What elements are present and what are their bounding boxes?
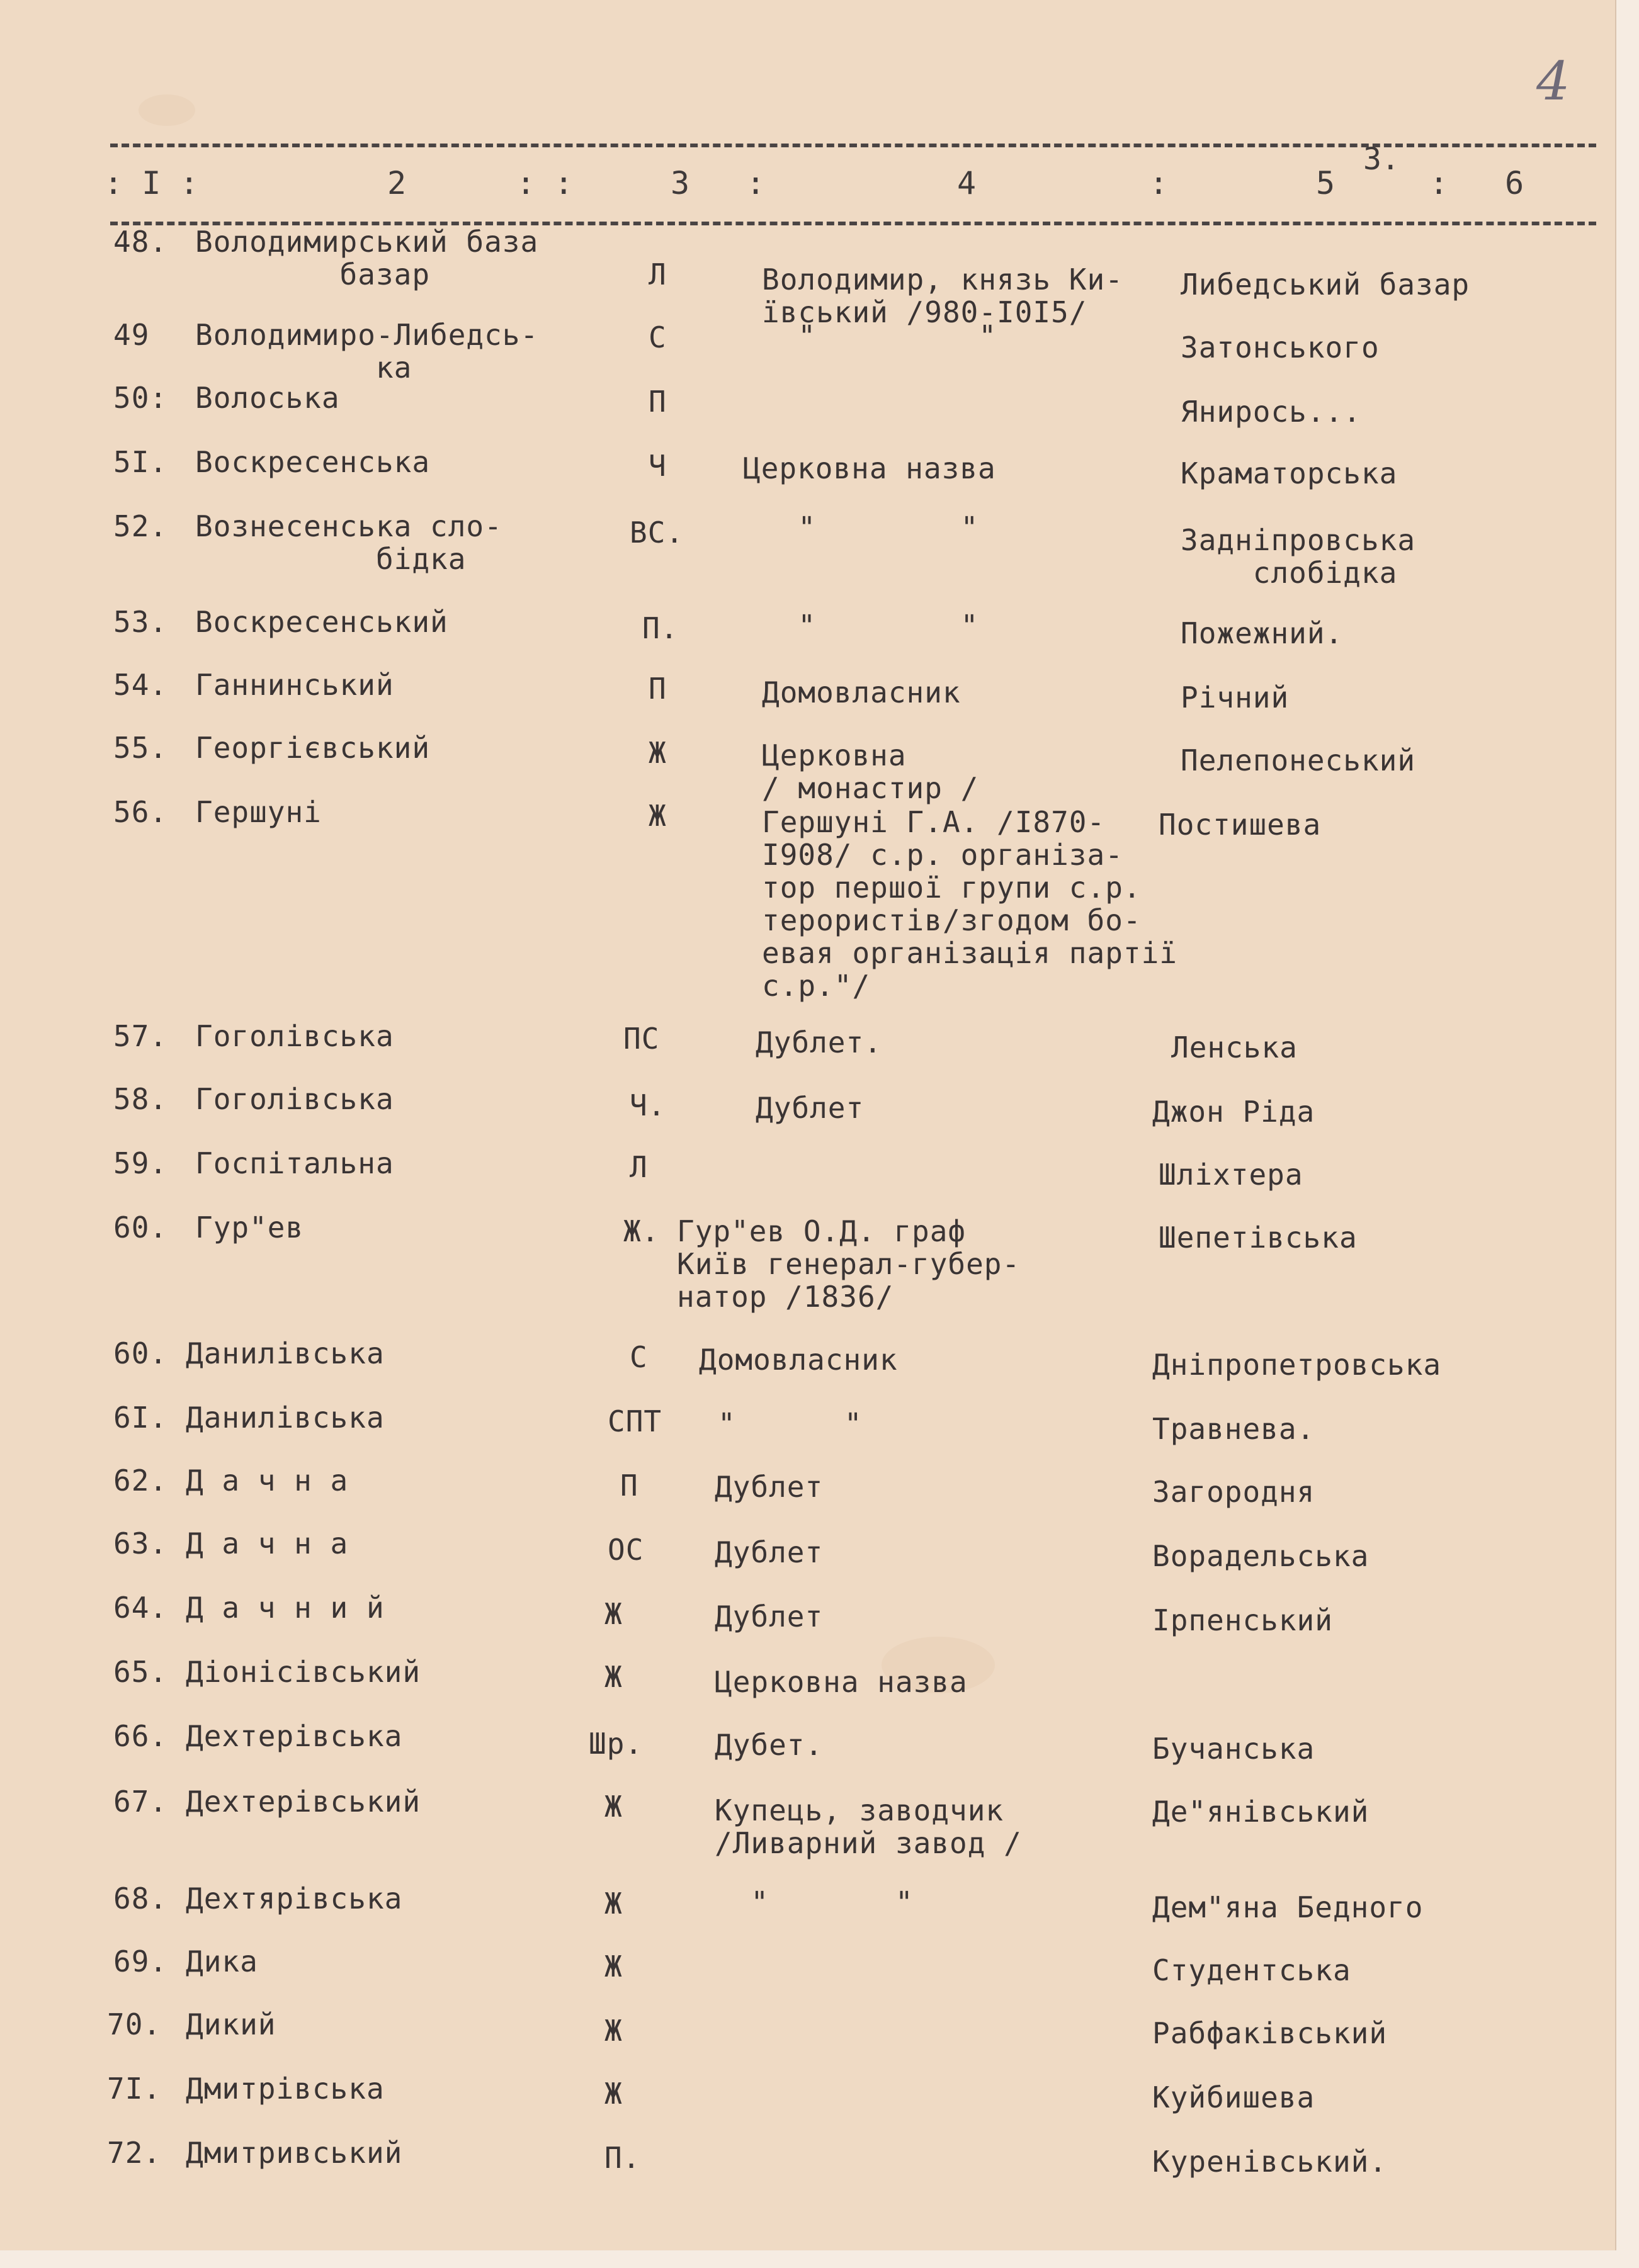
old-street-name: Георгієвський (195, 731, 431, 765)
new-street-name: Постишева (1159, 808, 1322, 842)
street-type: ПС (623, 1022, 660, 1056)
new-street-name: Пожежний. (1181, 616, 1344, 650)
name-origin: Гур"ев О.Д. граф Київ генерал-губер- натор /1836/ (677, 1214, 1021, 1314)
new-street-name: Шліхтера (1159, 1158, 1303, 1192)
old-street-name: Д а ч н а (186, 1464, 349, 1498)
old-street-name: Вознесенська сло- бідка (195, 509, 502, 576)
street-type: П (649, 672, 667, 706)
old-street-name: Дехтярівська (186, 1882, 403, 1915)
street-type: Ж (604, 1597, 623, 1631)
street-type: Ж (604, 2014, 623, 2048)
page-edge-bottom (0, 2250, 1639, 2268)
street-type: Ж (604, 1790, 623, 1824)
name-origin: " " (762, 319, 997, 353)
name-origin: " " (762, 511, 979, 544)
header-col-6: 6 (1505, 165, 1524, 201)
name-origin: Дублет (715, 1470, 824, 1504)
new-street-name: Де"янівський (1152, 1795, 1370, 1829)
name-origin: Дублет (715, 1599, 824, 1633)
old-street-name: Дмитривський (186, 2136, 403, 2170)
row-number: 49 (113, 318, 150, 352)
header-col-4: 4 (957, 165, 977, 201)
old-street-name: Воскресенський (195, 605, 448, 639)
new-street-name: Рабфаківський (1152, 2016, 1388, 2050)
name-origin: Церковна назва (743, 451, 996, 485)
new-street-name: Студентська (1152, 1953, 1351, 1987)
page-number: 4 (1536, 50, 1570, 112)
street-type: Ж (604, 1660, 623, 1694)
street-type: Шр. (589, 1727, 644, 1761)
row-number: 64. (113, 1591, 168, 1625)
street-type: С (649, 320, 667, 354)
header-col-5: 5 (1316, 165, 1336, 201)
sheet-label: 3. (1363, 142, 1400, 177)
row-number: 66. (113, 1719, 168, 1753)
header-col-sep: : (1149, 165, 1169, 201)
street-type: Ж (649, 736, 667, 770)
old-street-name: Воскресенська (195, 445, 431, 479)
old-street-name: Дмитрівська (186, 2072, 385, 2106)
street-type: Ж (649, 799, 667, 833)
header-col-sep: : (746, 165, 766, 201)
new-street-name: Дем"яна Бедного (1152, 1890, 1424, 1924)
header-col-2: 2 (387, 165, 407, 201)
new-street-name: Затонського (1181, 330, 1380, 364)
row-number: 69. (113, 1944, 168, 1978)
street-type: Ч. (630, 1088, 666, 1122)
street-type: П. (642, 611, 679, 645)
name-origin: Домовласник (699, 1343, 898, 1377)
paper-stain (139, 94, 195, 126)
new-street-name: Задніпровська слобідка (1181, 523, 1416, 590)
street-type: ВС. (630, 516, 684, 550)
street-type: П (649, 385, 667, 419)
row-number: 53. (113, 605, 168, 639)
street-type: П (620, 1469, 638, 1503)
street-type: Ч (649, 449, 667, 483)
old-street-name: Діонісівський (186, 1655, 421, 1689)
old-street-name: Гур"ев (195, 1210, 304, 1244)
name-origin: Гершуні Г.А. /I870- I908/ с.р. організа- тор першої групи с.р. терористів/згодом бо- евая організація партії с.р."/ (762, 805, 1177, 1003)
name-origin: " " (762, 609, 979, 643)
row-number: 62. (113, 1464, 168, 1498)
new-street-name: Ленська (1171, 1030, 1298, 1064)
name-origin: Дубет. (715, 1728, 824, 1762)
row-number: 7I. (107, 2072, 162, 2106)
row-number: 58. (113, 1082, 168, 1116)
new-street-name: Пелепонеський (1181, 743, 1416, 777)
new-street-name: Дніпропетровська (1152, 1348, 1442, 1382)
street-type: Ж. (623, 1214, 660, 1248)
row-number: 59. (113, 1146, 168, 1180)
row-number: 5I. (113, 445, 168, 479)
row-number: 65. (113, 1655, 168, 1689)
old-street-name: Володимиро-Либедсь- ка (195, 318, 539, 385)
row-number: 48. (113, 225, 168, 259)
old-street-name: Данилівська (186, 1336, 385, 1370)
row-number: 68. (113, 1882, 168, 1915)
street-type: Ж (604, 2077, 623, 2111)
new-street-name: Загородня (1152, 1475, 1315, 1509)
header-col-3: 3 (671, 165, 690, 201)
new-street-name: Куйбишева (1152, 2080, 1315, 2114)
street-type: Л (649, 257, 667, 291)
old-street-name: Дехтерівський (186, 1785, 421, 1819)
street-type: ОС (608, 1533, 644, 1567)
page-edge-right (1615, 0, 1639, 2268)
name-origin: Домовласник (762, 675, 961, 709)
row-number: 60. (113, 1210, 168, 1244)
new-street-name: Травнева. (1152, 1412, 1315, 1446)
old-street-name: Гершуні (195, 795, 322, 829)
street-type: П. (604, 2141, 641, 2175)
street-type: Ж (604, 1887, 623, 1921)
new-street-name: Куренівський. (1152, 2145, 1388, 2179)
name-origin: Купець, заводчик /Ливарний завод / (715, 1793, 1022, 1860)
street-type: Ж (604, 1949, 623, 1983)
row-number: 72. (107, 2136, 162, 2170)
row-number: 60. (113, 1336, 168, 1370)
new-street-name: Ірпенський (1152, 1603, 1333, 1637)
old-street-name: Данилівська (186, 1401, 385, 1435)
street-type: С (630, 1340, 648, 1374)
new-street-name: Річний (1181, 680, 1290, 714)
name-origin: Дублет. (756, 1025, 882, 1059)
old-street-name: Дика (186, 1944, 258, 1978)
name-origin: Володимир, князь Ки- ївський /980-I0I5/ (762, 262, 1123, 329)
name-origin: " " (718, 1407, 863, 1441)
old-street-name: Володимирський база базар (195, 225, 539, 291)
name-origin: Дублет (756, 1091, 865, 1125)
street-type: Л (630, 1150, 648, 1184)
new-street-name: Джон Ріда (1152, 1095, 1315, 1129)
old-street-name: Дикий (186, 2007, 276, 2041)
old-street-name: Д а ч н а (186, 1526, 349, 1560)
name-origin: " " (715, 1885, 914, 1919)
new-street-name: Шепетівська (1159, 1221, 1358, 1255)
new-street-name: Краматорська (1181, 456, 1398, 490)
new-street-name: Янирось... (1181, 395, 1361, 429)
new-street-name: Либедський базар (1181, 268, 1470, 302)
name-origin: Церковна / монастир / (762, 738, 979, 805)
row-number: 52. (113, 509, 168, 543)
old-street-name: Волоська (195, 381, 340, 415)
header-col-sep: : : (516, 165, 574, 201)
street-type: СПТ (608, 1404, 662, 1438)
name-origin: Дублет (715, 1535, 824, 1569)
old-street-name: Ганнинський (195, 668, 394, 702)
name-origin: Церковна назва (715, 1665, 968, 1699)
row-number: 67. (113, 1785, 168, 1819)
row-number: 55. (113, 731, 168, 765)
old-street-name: Гоголівська (195, 1082, 394, 1116)
row-number: 70. (107, 2007, 162, 2041)
old-street-name: Гоголівська (195, 1019, 394, 1053)
old-street-name: Госпітальна (195, 1146, 394, 1180)
row-number: 63. (113, 1526, 168, 1560)
row-number: 6I. (113, 1401, 168, 1435)
new-street-name: Ворадельська (1152, 1539, 1370, 1573)
row-number: 54. (113, 668, 168, 702)
header-col-sep: : I : (104, 165, 199, 201)
old-street-name: Дехтерівська (186, 1719, 403, 1753)
header-col-sep: : (1429, 165, 1449, 201)
new-street-name: Бучанська (1152, 1732, 1315, 1766)
row-number: 56. (113, 795, 168, 829)
row-number: 57. (113, 1019, 168, 1053)
row-number: 50: (113, 381, 168, 415)
old-street-name: Д а ч н и й (186, 1591, 385, 1625)
